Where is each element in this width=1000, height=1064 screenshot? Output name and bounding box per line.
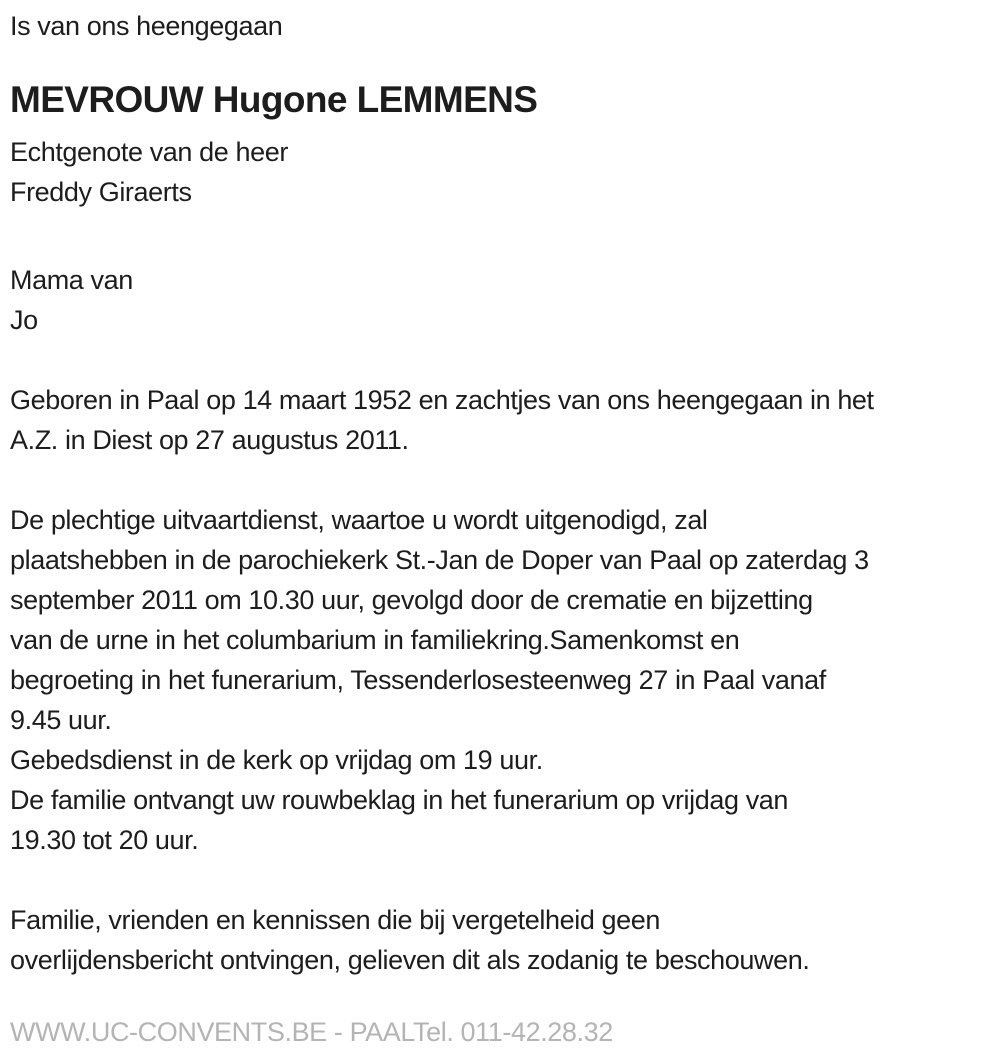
spouse-block	[10, 132, 990, 212]
deceased-name: MEVROUW Hugone LEMMENS	[10, 79, 538, 120]
service-line: begroeting in het funerarium, Tessenderlosesteenweg 27 in Paal vanaf	[10, 665, 826, 695]
service-line: september 2011 om 10.30 uur, gevolgd door de crematie en bijzetting	[10, 585, 813, 615]
funeral-home-footer: WWW.UC-CONVENTS.BE - PAALTel. 011-42.28.32	[10, 1017, 613, 1047]
service-line: van de urne in het columbarium in familiekring.Samenkomst en	[10, 625, 740, 655]
birth-death-line: Geboren in Paal op 14 maart 1952 en zachtjes van ons heengegaan in het	[10, 385, 874, 415]
service-line: De familie ontvangt uw rouwbeklag in het funerarium op vrijdag van	[10, 785, 789, 815]
child-name: Jo	[10, 305, 38, 335]
intro-line: Is van ons heengegaan	[10, 11, 283, 41]
notice-line: overlijdensbericht ontvingen, gelieven dit als zodanig te beschouwen.	[10, 945, 810, 975]
birth-death-paragraph	[10, 380, 990, 460]
family-intro-line: Mama van	[10, 265, 133, 295]
service-line: plaatshebben in de parochiekerk St.-Jan de Doper van Paal op zaterdag 3	[10, 545, 869, 575]
service-line: De plechtige uitvaartdienst, waartoe u wordt uitgenodigd, zal	[10, 505, 708, 535]
spouse-name: Freddy Giraerts	[10, 177, 192, 207]
service-line: 19.30 tot 20 uur.	[10, 825, 199, 855]
notice-paragraph	[10, 900, 990, 980]
notice-line: Familie, vrienden en kennissen die bij vergetelheid geen	[10, 905, 661, 935]
service-line: Gebedsdienst in de kerk op vrijdag om 19 uur.	[10, 745, 543, 775]
birth-death-line: A.Z. in Diest op 27 augustus 2011.	[10, 425, 409, 455]
service-paragraph	[10, 500, 990, 860]
service-line: 9.45 uur.	[10, 705, 112, 735]
family-block	[10, 260, 990, 340]
spouse-intro-line: Echtgenote van de heer	[10, 137, 288, 167]
